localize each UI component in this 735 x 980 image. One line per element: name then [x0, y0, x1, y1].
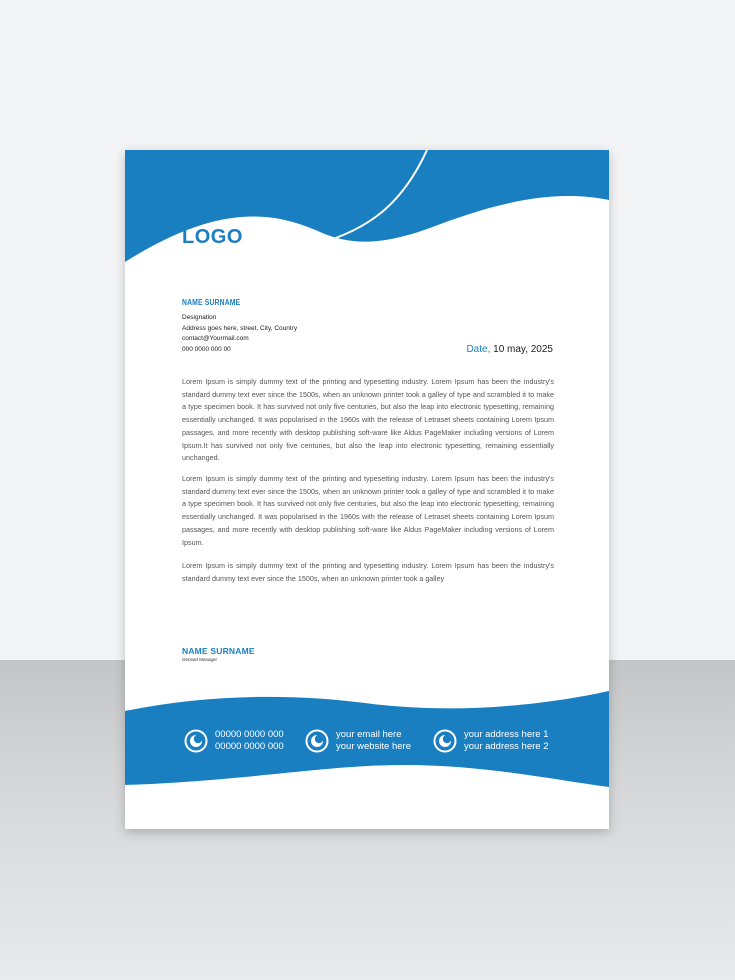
- body-paragraph-1: Lorem Ipsum is simply dummy text of the printing and typesetting industry. Lorem Ipsum has been the industry's standard dummy text ever since the 1500s, when an unknown printer took a galley of type and scrambled it to make a type specimen book. It has survived not only five centuries, but also the leap into electronic typesetting, remaining essentially unchanged. It was popularised in the 1960s with the release of Letraset sheets containing Lorem Ipsum passages, and more recently with desktop publishing soft-ware like Aldus PageMaker including versions of Lorem Ipsum.It has survived not only five centuries, but also the leap into electronic typesetting, remaining essentially unchanged.: [182, 377, 554, 463]
- sender-address: Address goes here, street, City, Country: [182, 325, 298, 332]
- sender-designation: Designation: [182, 314, 217, 321]
- body-paragraph-3: Lorem Ipsum is simply dummy text of the printing and typesetting industry. Lorem Ipsum has been the industry's standard dummy text ever since the 1500s, when an unknown printer took a galley: [182, 561, 554, 583]
- logo: LOGO: [182, 226, 243, 248]
- footer-web: [305, 729, 411, 753]
- sender-phone: 000 0000 000 00: [182, 346, 231, 353]
- signature-name: NAME SURNAME: [182, 646, 255, 656]
- sender-email: contact@Yourmail.com: [182, 335, 249, 342]
- footer-phone: [184, 729, 284, 753]
- body-paragraph-2: Lorem Ipsum is simply dummy text of the printing and typesetting industry. Lorem Ipsum has been the industry's standard dummy text ever since the 1500s, when an unknown printer took a galley of type and scrambled it to make a type specimen book. It has survived not only five centuries, but also the leap into electronic typesetting, remaining essentially unchanged. It was popularised in the 1960s with the release of Letraset sheets containing Lorem Ipsum passages, and more recently with desktop publishing soft-ware like Aldus PageMaker including versions of Lorem Ipsum.: [182, 474, 554, 547]
- phone-line-2: 00000 0000 000: [215, 741, 284, 752]
- header-wave: [125, 150, 609, 270]
- email-line: your email here: [336, 729, 402, 740]
- location-icon: [433, 729, 457, 753]
- footer-address: [433, 729, 549, 753]
- date-label: Date,: [466, 344, 491, 355]
- address-line-1: your address here 1: [464, 729, 549, 740]
- phone-line-1: 00000 0000 000: [215, 729, 284, 740]
- date: [466, 344, 553, 355]
- website-line: your website here: [336, 741, 411, 752]
- signature-title: Genearl Manager: [182, 657, 218, 662]
- footer-wave: [125, 685, 609, 829]
- globe-icon: [305, 729, 329, 753]
- phone-icon: [184, 729, 208, 753]
- sender-name: NAME SURNAME: [182, 298, 241, 307]
- address-line-2: your address here 2: [464, 741, 549, 752]
- letterhead-sheet: [125, 150, 609, 829]
- date-value: 10 may, 2025: [493, 344, 553, 355]
